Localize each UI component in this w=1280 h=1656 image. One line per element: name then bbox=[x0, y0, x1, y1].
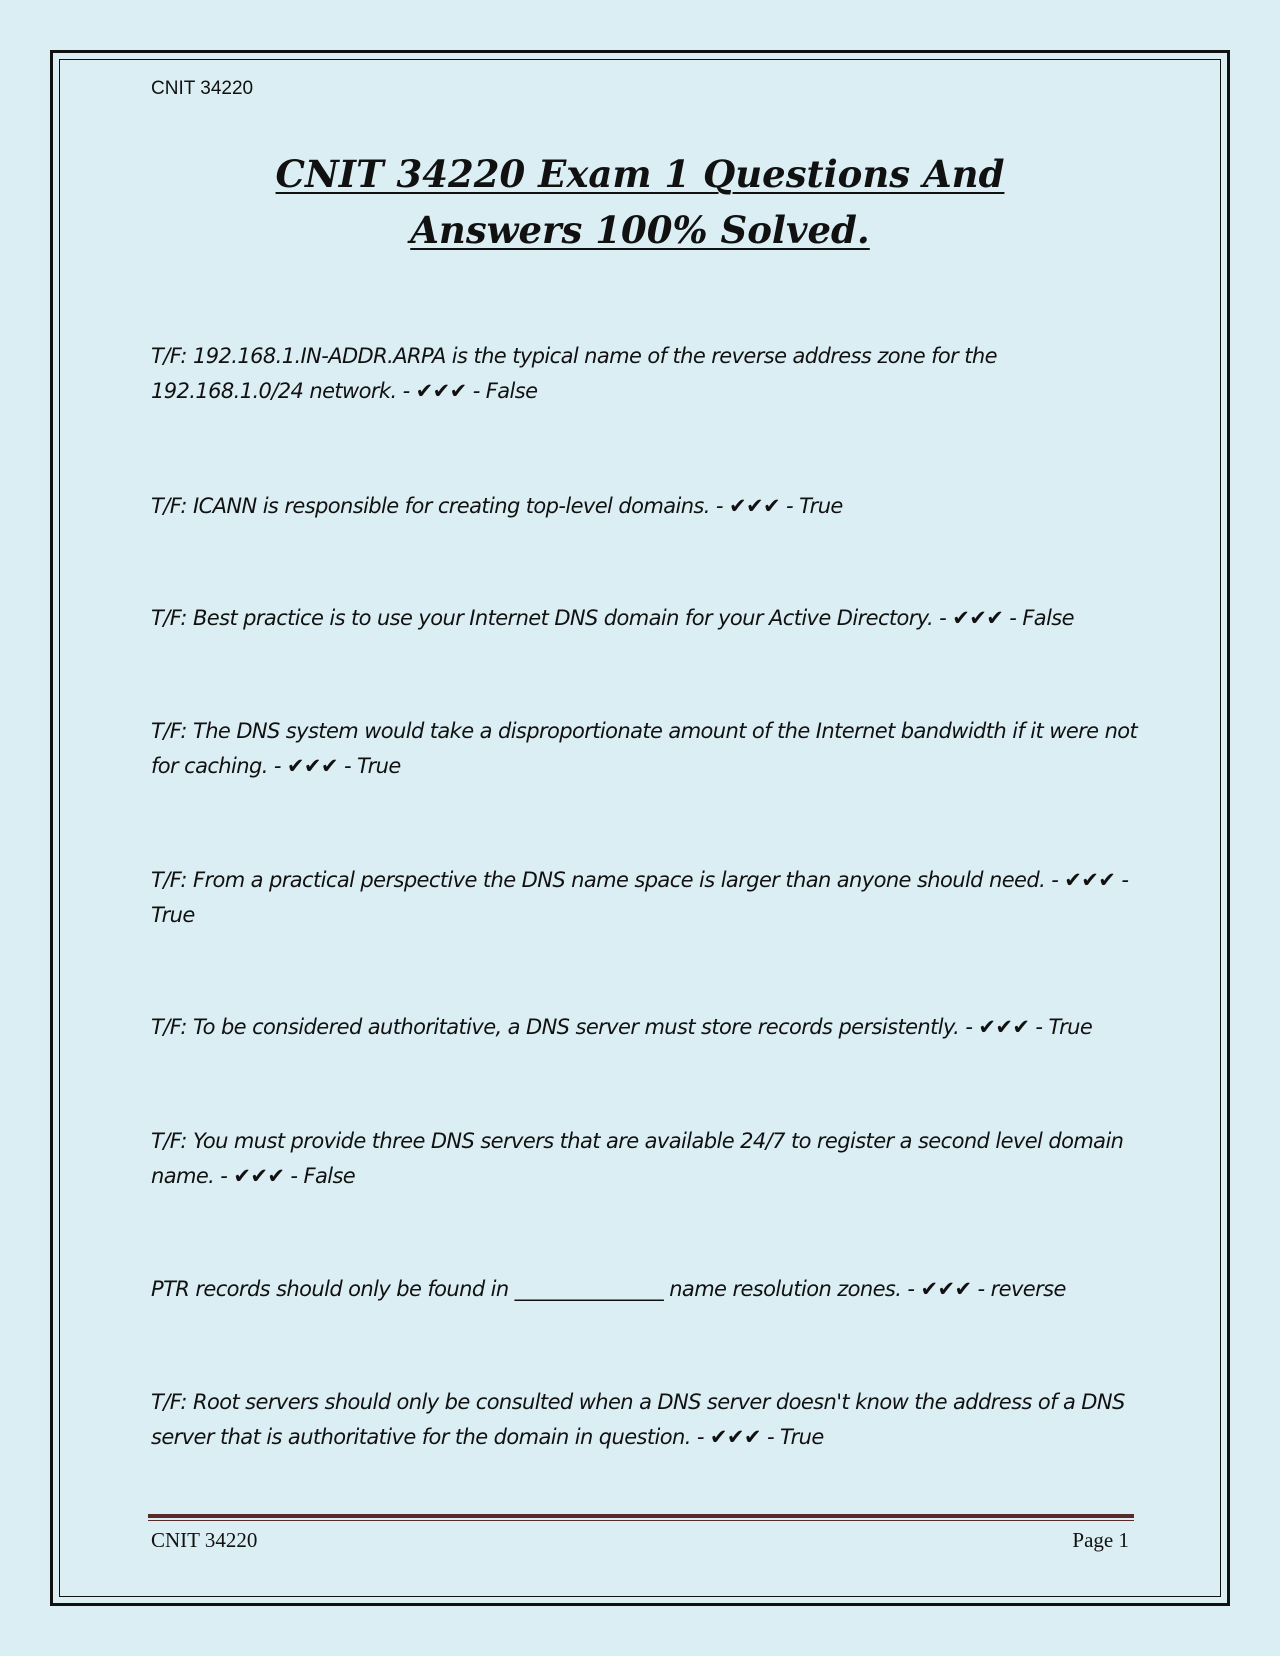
footer-divider-thin bbox=[148, 1520, 1134, 1521]
question-item-8: PTR records should only be found in _______________ name resolution zones. - ✔✔✔ - reverse bbox=[151, 1277, 1066, 1301]
footer-page-number: Page 1 bbox=[1072, 1528, 1129, 1552]
question-item-6: T/F: To be considered authoritative, a DNS server must store records persistently. - ✔✔✔ - True bbox=[151, 1015, 1093, 1039]
page-border-inner bbox=[59, 59, 1221, 1597]
document-title bbox=[150, 146, 1130, 258]
question-item-9: T/F: Root servers should only be consulted when a DNS server doesn't know the address of a DNS server that is authoritative for the domain in question. - ✔✔✔ - True bbox=[151, 1390, 1125, 1449]
footer-course-code: CNIT 34220 bbox=[151, 1528, 258, 1552]
header-course-code: CNIT 34220 bbox=[151, 78, 254, 99]
title-line-2: Answers 100% Solved. bbox=[410, 208, 870, 252]
question-item-3: T/F: Best practice is to use your Internet DNS domain for your Active Directory. - ✔✔✔ - False bbox=[151, 606, 1074, 630]
question-item-2: T/F: ICANN is responsible for creating top-level domains. - ✔✔✔ - True bbox=[151, 494, 843, 518]
footer-divider bbox=[148, 1514, 1134, 1518]
title-line-1: CNIT 34220 Exam 1 Questions And bbox=[275, 152, 1005, 196]
question-item-4: T/F: The DNS system would take a disproportionate amount of the Internet bandwidth if it were not for caching. - ✔✔✔ - True bbox=[151, 719, 1138, 778]
question-item-7: T/F: You must provide three DNS servers that are available 24/7 to register a second level domain name. - ✔✔✔ - False bbox=[151, 1129, 1124, 1188]
question-item-5: T/F: From a practical perspective the DNS name space is larger than anyone should need. - ✔✔✔ - True bbox=[151, 868, 1129, 927]
question-item-1: T/F: 192.168.1.IN-ADDR.ARPA is the typical name of the reverse address zone for the 192.168.1.0/24 network. - ✔✔✔ - False bbox=[151, 344, 997, 403]
